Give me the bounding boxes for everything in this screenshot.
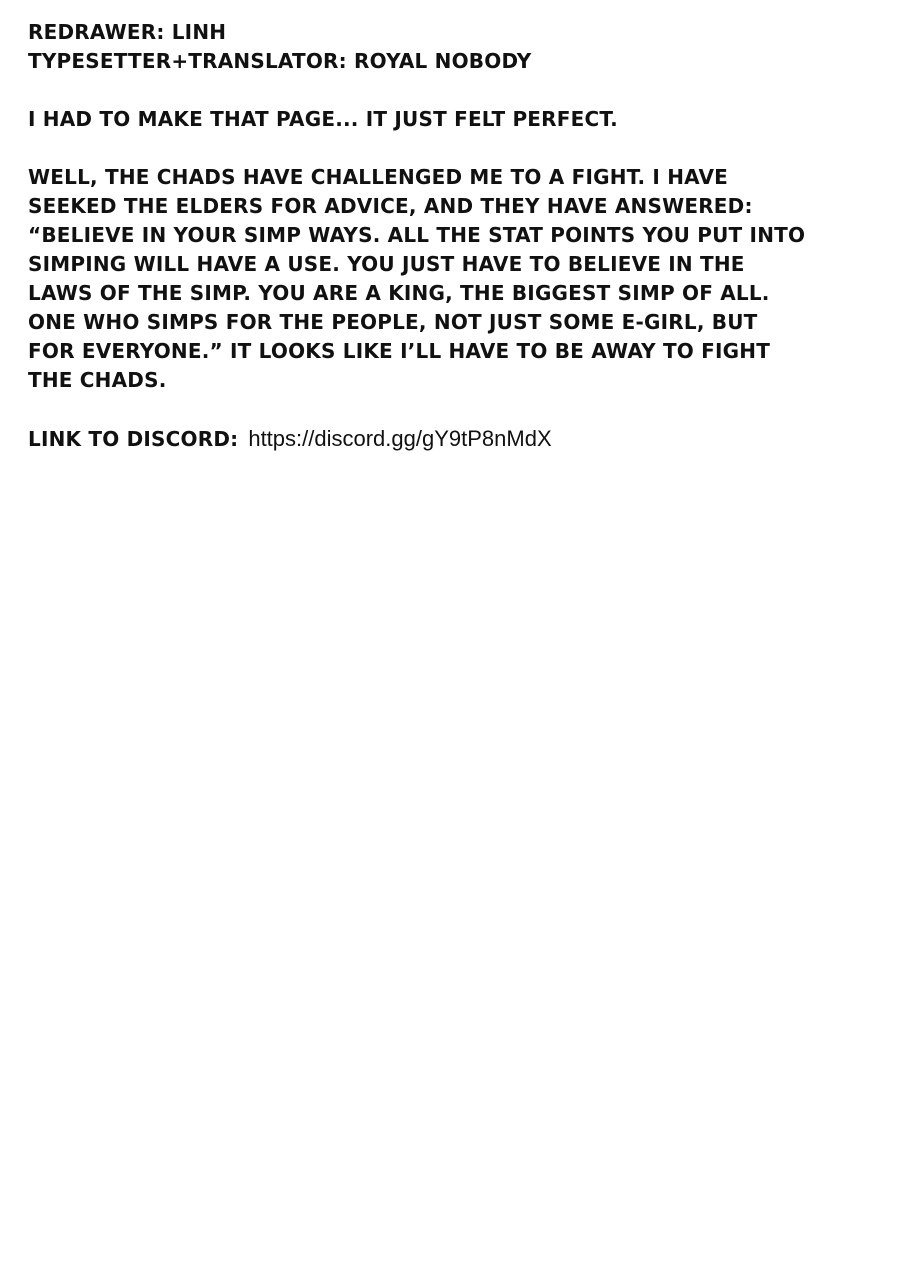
message-line: LAWS OF THE SIMP. YOU ARE A KING, THE BIGGEST SIMP OF ALL. — [28, 281, 770, 305]
message-line: WELL, THE CHADS HAVE CHALLENGED ME TO A FIGHT. I HAVE — [28, 165, 729, 189]
spacer — [28, 395, 878, 424]
typesetter-credit: TYPESETTER+TRANSLATOR: ROYAL NOBODY — [28, 49, 532, 73]
redrawer-credit: REDRAWER: LINH — [28, 20, 227, 44]
message-line: ONE WHO SIMPS FOR THE PEOPLE, NOT JUST SOME E-GIRL, BUT — [28, 310, 758, 334]
discord-link[interactable]: https://discord.gg/gY9tP8nMdX — [248, 426, 552, 451]
credits-page — [28, 18, 878, 454]
message-paragraph — [28, 163, 878, 395]
message-line: “BELIEVE IN YOUR SIMP WAYS. ALL THE STAT POINTS YOU PUT INTO — [28, 223, 806, 247]
spacer — [28, 134, 878, 163]
message-line: SIMPING WILL HAVE A USE. YOU JUST HAVE TO BELIEVE IN THE — [28, 252, 745, 276]
discord-line — [28, 424, 878, 454]
credits-block — [28, 18, 878, 76]
spacer — [28, 76, 878, 105]
note-line: I HAD TO MAKE THAT PAGE... IT JUST FELT PERFECT. — [28, 107, 618, 131]
message-line: SEEKED THE ELDERS FOR ADVICE, AND THEY HAVE ANSWERED: — [28, 194, 753, 218]
discord-label: LINK TO DISCORD: — [28, 427, 239, 451]
message-line: FOR EVERYONE.” IT LOOKS LIKE I’LL HAVE TO BE AWAY TO FIGHT — [28, 339, 771, 363]
message-line: THE CHADS. — [28, 368, 167, 392]
